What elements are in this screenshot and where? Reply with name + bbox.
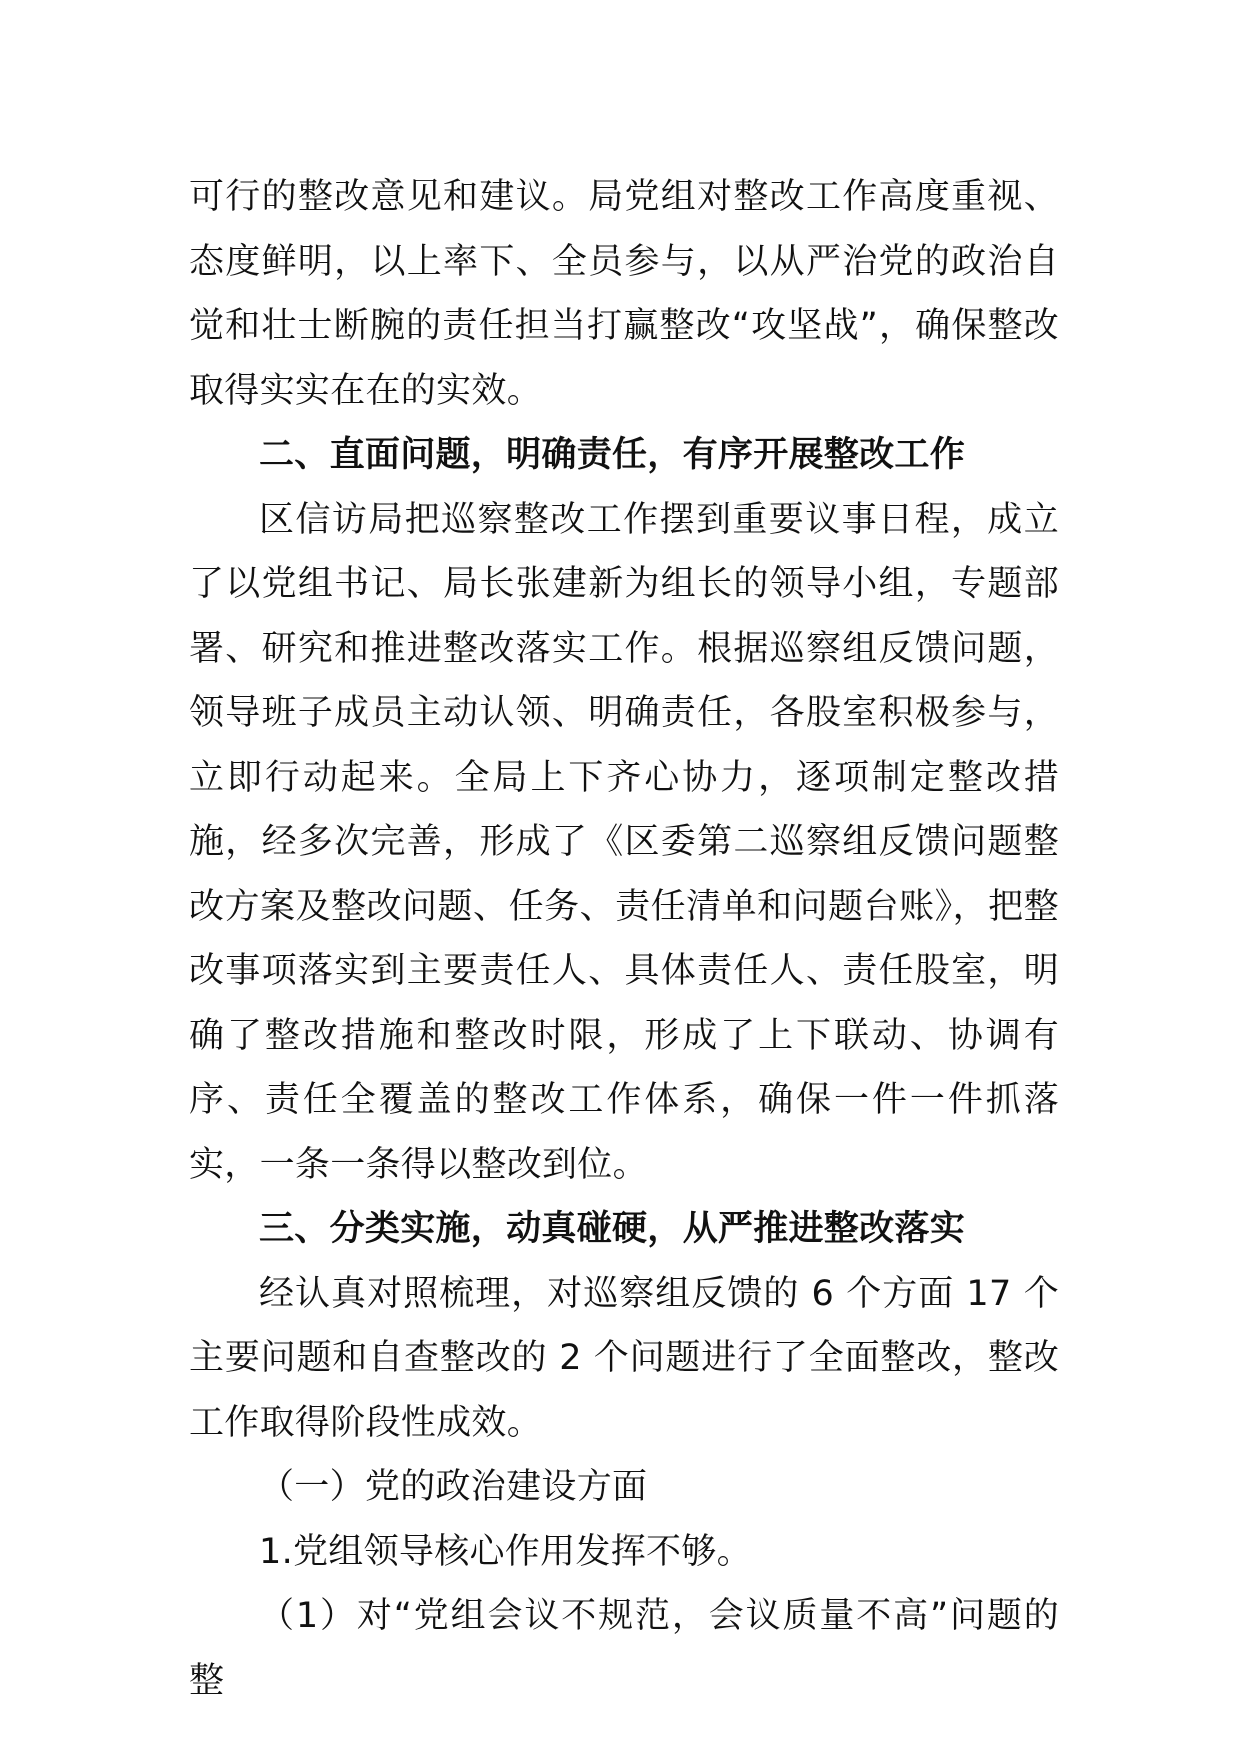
document-body xyxy=(189,165,1059,1713)
section-heading-3: 三、分类实施，动真碰硬，从严推进整改落实 xyxy=(259,1209,966,1249)
item-heading-1: 1.党组领导核心作用发挥不够。 xyxy=(259,1531,752,1572)
section-heading-2: 二、直面问题，明确责任，有序开展整改工作 xyxy=(259,435,966,475)
paragraph-section-2: 区信访局把巡察整改工作摆到重要议事日程，成立了以党组书记、局长张建新为组长的领导小组，专题部署、研究和推进整改落实工作。根据巡察组反馈问题，领导班子成员主动认领、明确责任，各股室积极参与，立即行动起来。全局上下齐心协力，逐项制定整改措施，经多次完善，形成了《区委第二巡察组反馈问题整改方案及整改问题、任务、责任清单和问题台账》，把整改事项落实到主要责任人、具体责任人、责任股室，明确了整改措施和整改时限，形成了上下联动、协调有序、责任全覆盖的整改工作体系，确保一件一件抓落实，一条一条得以整改到位。 xyxy=(189,499,1059,1185)
subsection-heading-1: （一）党的政治建设方面 xyxy=(259,1467,648,1507)
item-paragraph-1: （1）对“党组会议不规范，会议质量不高”问题的整 xyxy=(189,1596,1059,1701)
paragraph-section-3: 经认真对照梳理，对巡察组反馈的 6 个方面 17 个主要问题和自查整改的 2 个问题进行了全面整改，整改工作取得阶段性成效。 xyxy=(189,1273,1059,1443)
paragraph-continued: 可行的整改意见和建议。局党组对整改工作高度重视、态度鲜明，以上率下、全员参与，以从严治党的政治自觉和壮士断腕的责任担当打赢整改“攻坚战”，确保整改取得实实在在的实效。 xyxy=(189,177,1059,411)
